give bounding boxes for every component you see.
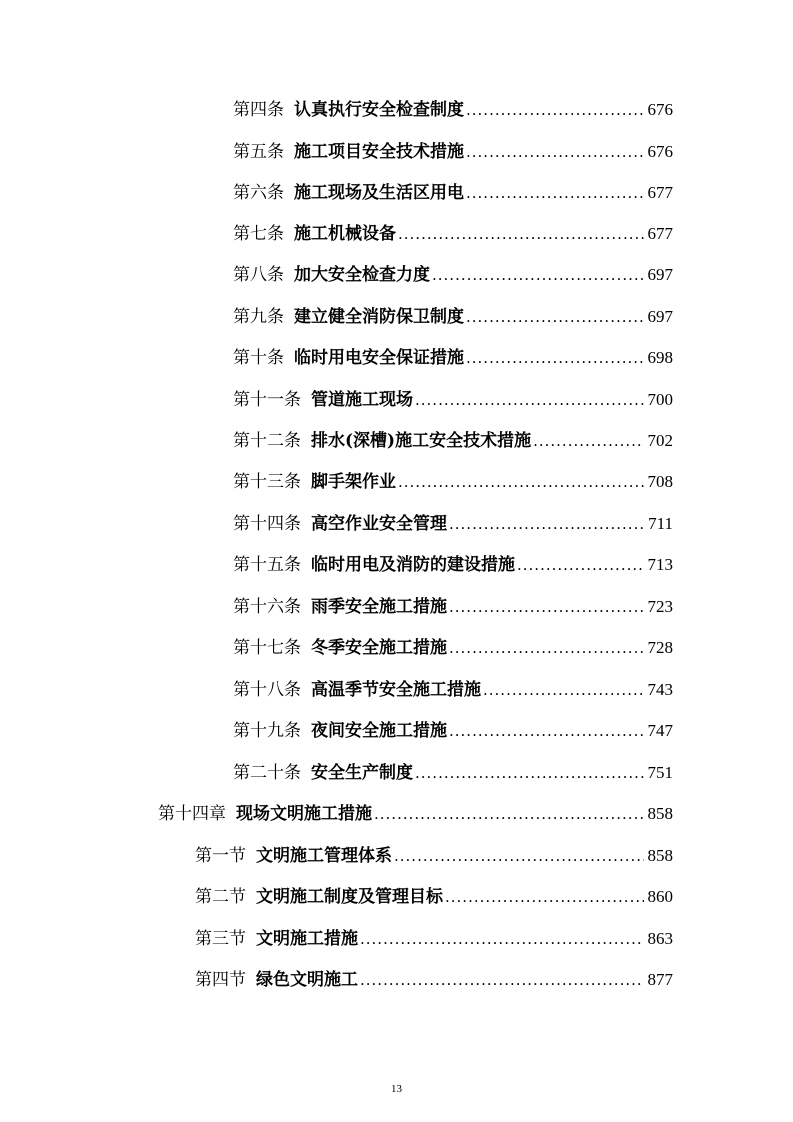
dot-leader xyxy=(398,467,644,497)
toc-entry-title: 临时用电及消防的建设措施 xyxy=(311,555,515,575)
toc-entry-page: 676 xyxy=(647,142,673,161)
toc-entry-number: 第十一条 xyxy=(233,390,301,410)
toc-entry-page: 702 xyxy=(647,431,673,450)
toc-entry[interactable] xyxy=(233,302,673,332)
dot-leader xyxy=(415,385,644,415)
toc-entry-number: 第十九条 xyxy=(233,721,301,741)
dot-leader xyxy=(466,178,644,208)
toc-entry[interactable] xyxy=(233,260,673,290)
toc-entry-page: 677 xyxy=(647,224,673,243)
toc-entry-title: 高温季节安全施工措施 xyxy=(311,680,481,700)
toc-entry-number: 第十四章 xyxy=(158,804,226,824)
toc-entry-number: 第六条 xyxy=(233,183,284,203)
toc-entry-title: 现场文明施工措施 xyxy=(236,804,372,824)
toc-entry[interactable] xyxy=(233,633,673,663)
toc-section-entry[interactable] xyxy=(195,965,673,995)
toc-entry-number: 第四条 xyxy=(233,100,284,120)
toc-entry[interactable] xyxy=(233,178,673,208)
toc-entry-title: 施工机械设备 xyxy=(294,224,396,244)
toc-entry[interactable] xyxy=(233,426,673,456)
toc-entry-title: 夜间安全施工措施 xyxy=(311,721,447,741)
toc-entry-number: 第一节 xyxy=(195,846,246,866)
toc-entry-page: 877 xyxy=(647,970,673,989)
toc-entry-page: 698 xyxy=(647,348,673,367)
toc-entry-number: 第二节 xyxy=(195,887,246,907)
toc-entry-number: 第七条 xyxy=(233,224,284,244)
toc-entry-number: 第四节 xyxy=(195,970,246,990)
toc-entry[interactable] xyxy=(233,675,673,705)
toc-entry-title: 高空作业安全管理 xyxy=(311,514,447,534)
dot-leader xyxy=(432,260,644,290)
toc-entry-title: 雨季安全施工措施 xyxy=(311,597,447,617)
toc-entry-number: 第十五条 xyxy=(233,555,301,575)
toc-entry-page: 711 xyxy=(648,514,673,533)
toc-entry-title: 临时用电安全保证措施 xyxy=(294,348,464,368)
toc-entry[interactable] xyxy=(233,550,673,580)
toc-entry-title: 施工现场及生活区用电 xyxy=(294,183,464,203)
toc-entry-page: 708 xyxy=(647,472,673,491)
dot-leader xyxy=(466,95,644,125)
toc-entry-title: 加大安全检查力度 xyxy=(294,265,430,285)
toc-entry-page: 713 xyxy=(647,555,673,574)
toc-entry-title: 文明施工措施 xyxy=(256,929,358,949)
toc-entry-number: 第十七条 xyxy=(233,638,301,658)
toc-entry-page: 700 xyxy=(647,390,673,409)
toc-entry[interactable] xyxy=(233,509,673,539)
dot-leader xyxy=(360,924,644,954)
toc-section-entry[interactable] xyxy=(195,924,673,954)
toc-entry[interactable] xyxy=(233,95,673,125)
dot-leader xyxy=(360,965,644,995)
toc-entry-title: 建立健全消防保卫制度 xyxy=(294,307,464,327)
toc-entry-number: 第三节 xyxy=(195,929,246,949)
dot-leader xyxy=(449,592,644,622)
toc-entry-number: 第十八条 xyxy=(233,680,301,700)
toc-entry-title: 排水(深槽)施工安全技术措施 xyxy=(311,431,532,451)
toc-entry-page: 743 xyxy=(647,680,673,699)
dot-leader xyxy=(533,426,643,456)
dot-leader xyxy=(449,716,644,746)
toc-entry-number: 第十三条 xyxy=(233,472,301,492)
toc-entry-number: 第十条 xyxy=(233,348,284,368)
toc-entry[interactable] xyxy=(233,758,673,788)
toc-entry[interactable] xyxy=(233,343,673,373)
toc-section-entry[interactable] xyxy=(195,882,673,912)
toc-entry[interactable] xyxy=(233,592,673,622)
page-number: 13 xyxy=(391,1083,402,1095)
toc-entry-page: 723 xyxy=(647,597,673,616)
toc-entry[interactable] xyxy=(233,716,673,746)
toc-entry-page: 677 xyxy=(647,183,673,202)
toc-entry-number: 第十四条 xyxy=(233,514,301,534)
toc-entry-page: 858 xyxy=(647,846,673,865)
toc-entry[interactable] xyxy=(233,137,673,167)
toc-entry-title: 施工项目安全技术措施 xyxy=(294,142,464,162)
toc-entry-number: 第十二条 xyxy=(233,431,301,451)
toc-entry-page: 860 xyxy=(647,887,673,906)
dot-leader xyxy=(466,343,644,373)
toc-entry-number: 第八条 xyxy=(233,265,284,285)
toc-entry-page: 858 xyxy=(647,804,673,823)
toc-entry-page: 863 xyxy=(647,929,673,948)
dot-leader xyxy=(449,633,644,663)
toc-entry-page: 676 xyxy=(647,100,673,119)
dot-leader xyxy=(466,302,644,332)
toc-entry-title: 绿色文明施工 xyxy=(256,970,358,990)
dot-leader xyxy=(445,882,644,912)
toc-entry-title: 管道施工现场 xyxy=(311,390,413,410)
dot-leader xyxy=(398,219,644,249)
toc-entry-page: 751 xyxy=(647,763,673,782)
toc-entry-number: 第九条 xyxy=(233,307,284,327)
toc-entry-number: 第五条 xyxy=(233,142,284,162)
dot-leader xyxy=(415,758,644,788)
toc-entry-page: 747 xyxy=(647,721,673,740)
dot-leader xyxy=(517,550,644,580)
dot-leader xyxy=(449,509,644,539)
toc-section-entry[interactable] xyxy=(195,841,673,871)
toc-entry-title: 脚手架作业 xyxy=(311,472,396,492)
toc-entry-title: 文明施工制度及管理目标 xyxy=(256,887,443,907)
toc-entry-number: 第十六条 xyxy=(233,597,301,617)
toc-entry[interactable] xyxy=(233,467,673,497)
toc-entry-title: 安全生产制度 xyxy=(311,763,413,783)
dot-leader xyxy=(394,841,644,871)
dot-leader xyxy=(466,137,644,167)
toc-entry[interactable] xyxy=(233,219,673,249)
toc-entry-page: 728 xyxy=(647,638,673,657)
toc-chapter-entry[interactable] xyxy=(158,799,673,829)
toc-entry[interactable] xyxy=(233,385,673,415)
dot-leader xyxy=(374,799,644,829)
toc-entry-page: 697 xyxy=(647,265,673,284)
toc-entry-number: 第二十条 xyxy=(233,763,301,783)
dot-leader xyxy=(483,675,644,705)
toc-entry-title: 冬季安全施工措施 xyxy=(311,638,447,658)
toc-entry-title: 认真执行安全检查制度 xyxy=(294,100,464,120)
toc-entry-page: 697 xyxy=(647,307,673,326)
toc-entry-title: 文明施工管理体系 xyxy=(256,846,392,866)
